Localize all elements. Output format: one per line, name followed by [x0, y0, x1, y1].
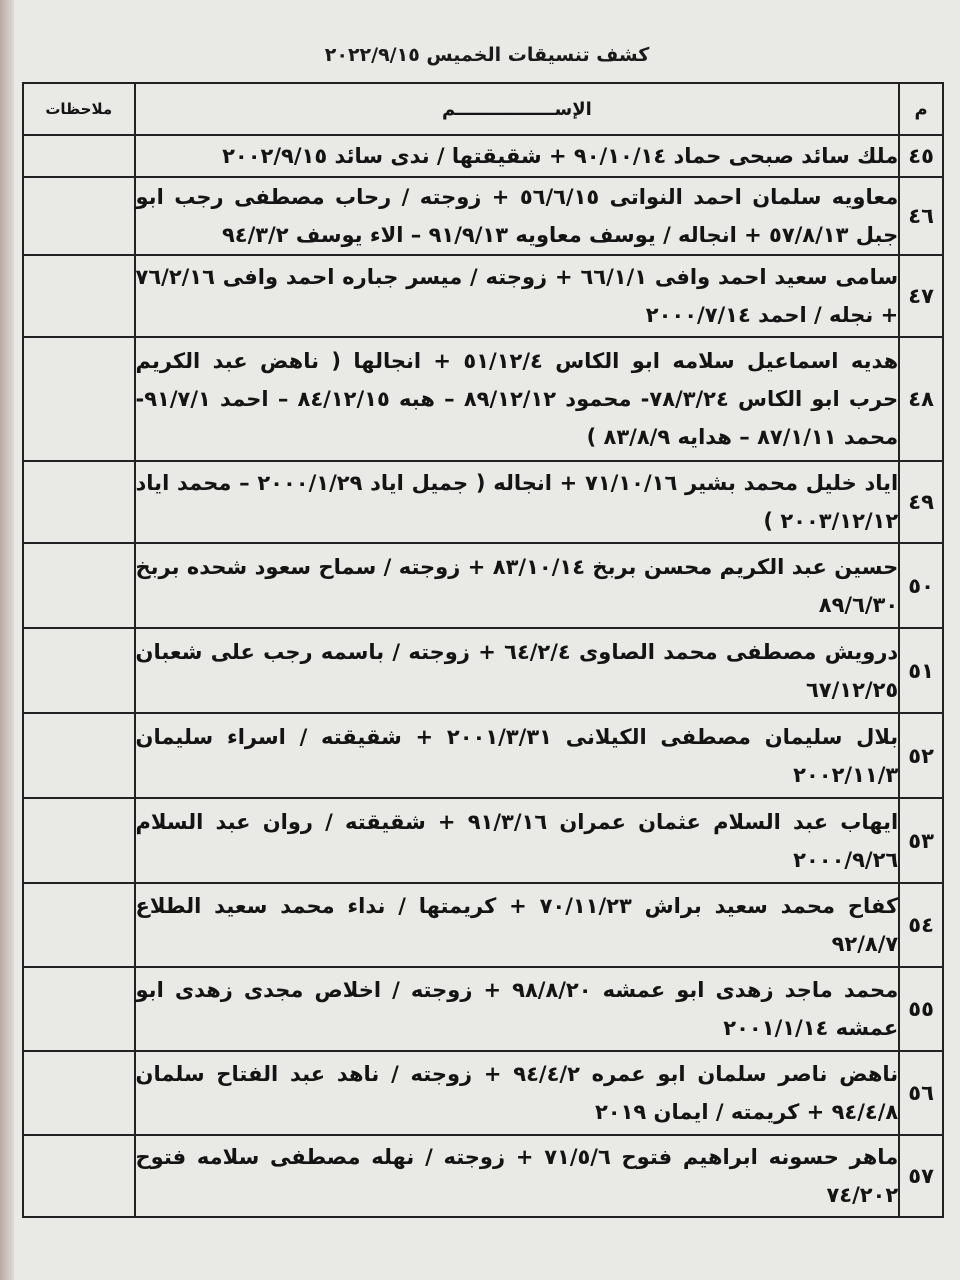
row-number: ٥٦	[899, 1051, 943, 1135]
row-name: ناهض ناصر سلمان ابو عمره ٩٤/٤/٢ + زوجته / ناهد عبد الفتاح سلمان ٩٤/٤/٨ + كريمته / ايمان ٢٠١٩	[135, 1051, 900, 1135]
row-notes	[23, 1051, 135, 1135]
table-row	[23, 1135, 943, 1217]
row-notes	[23, 1135, 135, 1217]
row-notes	[23, 967, 135, 1051]
row-number: ٥٧	[899, 1135, 943, 1217]
table-row	[23, 255, 943, 337]
row-name: بلال سليمان مصطفى الكيلانى ٢٠٠١/٣/٣١ + شقيقته / اسراء سليمان ٢٠٠٢/١١/٣	[135, 713, 900, 798]
names-table	[22, 82, 944, 1218]
row-number: ٤٧	[899, 255, 943, 337]
row-name: ماهر حسونه ابراهيم فتوح ٧١/٥/٦ + زوجته / نهله مصطفى سلامه فتوح ٧٤/٢٠٢	[135, 1135, 900, 1217]
row-notes	[23, 255, 135, 337]
header-number: م	[899, 83, 943, 135]
table-row	[23, 135, 943, 177]
row-notes	[23, 883, 135, 967]
row-notes	[23, 543, 135, 628]
row-notes	[23, 713, 135, 798]
header-name: الإســــــــــــــــم	[135, 83, 900, 135]
row-number: ٥١	[899, 628, 943, 713]
row-number: ٥٢	[899, 713, 943, 798]
row-name: درويش مصطفى محمد الصاوى ٦٤/٢/٤ + زوجته / باسمه رجب على شعبان ٦٧/١٢/٢٥	[135, 628, 900, 713]
header-notes: ملاحظات	[23, 83, 135, 135]
row-name: هديه اسماعيل سلامه ابو الكاس ٥١/١٢/٤ + انجالها ( ناهض عبد الكريم حرب ابو الكاس ٧٨/٣/٢٤- محمود ٨٩/١٢/١٢ – هبه ٨٤/١٢/١٥ – احمد ٩١/٧/١- محمد ٨٧/١/١١ – هدايه ٨٣/٨/٩ )	[135, 337, 900, 461]
table-row	[23, 543, 943, 628]
table-row	[23, 713, 943, 798]
row-number: ٤٥	[899, 135, 943, 177]
table-row	[23, 337, 943, 461]
row-notes	[23, 135, 135, 177]
row-number: ٤٩	[899, 461, 943, 543]
table-row	[23, 967, 943, 1051]
document-page	[14, 0, 960, 1280]
table-row	[23, 628, 943, 713]
row-name: كفاح محمد سعيد براش ٧٠/١١/٢٣ + كريمتها / نداء محمد سعيد الطلاع ٩٢/٨/٧	[135, 883, 900, 967]
row-notes	[23, 628, 135, 713]
row-name: سامى سعيد احمد وافى ٦٦/١/١ + زوجته / ميسر جباره احمد وافى ٧٦/٢/١٦ + نجله / احمد ٢٠٠٠/٧/١٤	[135, 255, 900, 337]
row-number: ٥٠	[899, 543, 943, 628]
table-row	[23, 883, 943, 967]
row-number: ٥٤	[899, 883, 943, 967]
row-number: ٤٦	[899, 177, 943, 255]
table-row	[23, 461, 943, 543]
row-name: معاويه سلمان احمد النواتى ٥٦/٦/١٥ + زوجته / رحاب مصطفى رجب ابو جبل ٥٧/٨/١٣ + انجاله / يوسف معاويه ٩١/٩/١٣ – الاء يوسف ٩٤/٣/٢	[135, 177, 900, 255]
table-row	[23, 1051, 943, 1135]
row-name: حسين عبد الكريم محسن بربخ ٨٣/١٠/١٤ + زوجته / سماح سعود شحده بربخ ٨٩/٦/٣٠	[135, 543, 900, 628]
table-row	[23, 798, 943, 883]
row-number: ٥٣	[899, 798, 943, 883]
row-name: محمد ماجد زهدى ابو عمشه ٩٨/٨/٢٠ + زوجته / اخلاص مجدى زهدى ابو عمشه ٢٠٠١/١/١٤	[135, 967, 900, 1051]
document-title: كشف تنسيقات الخميس ٢٠٢٢/٩/١٥	[324, 44, 650, 66]
row-number: ٤٨	[899, 337, 943, 461]
row-name: ملك سائد صبحى حماد ٩٠/١٠/١٤ + شقيقتها / ندى سائد ٢٠٠٢/٩/١٥	[135, 135, 900, 177]
row-notes	[23, 337, 135, 461]
table-row	[23, 177, 943, 255]
row-name: اياد خليل محمد بشير ٧١/١٠/١٦ + انجاله ( جميل اياد ٢٠٠٠/١/٢٩ – محمد اياد ٢٠٠٣/١٢/١٢ )	[135, 461, 900, 543]
row-name: ايهاب عبد السلام عثمان عمران ٩١/٣/١٦ + شقيقته / روان عبد السلام ٢٠٠٠/٩/٢٦	[135, 798, 900, 883]
row-number: ٥٥	[899, 967, 943, 1051]
table-header-row	[23, 83, 943, 135]
row-notes	[23, 461, 135, 543]
row-notes	[23, 177, 135, 255]
row-notes	[23, 798, 135, 883]
